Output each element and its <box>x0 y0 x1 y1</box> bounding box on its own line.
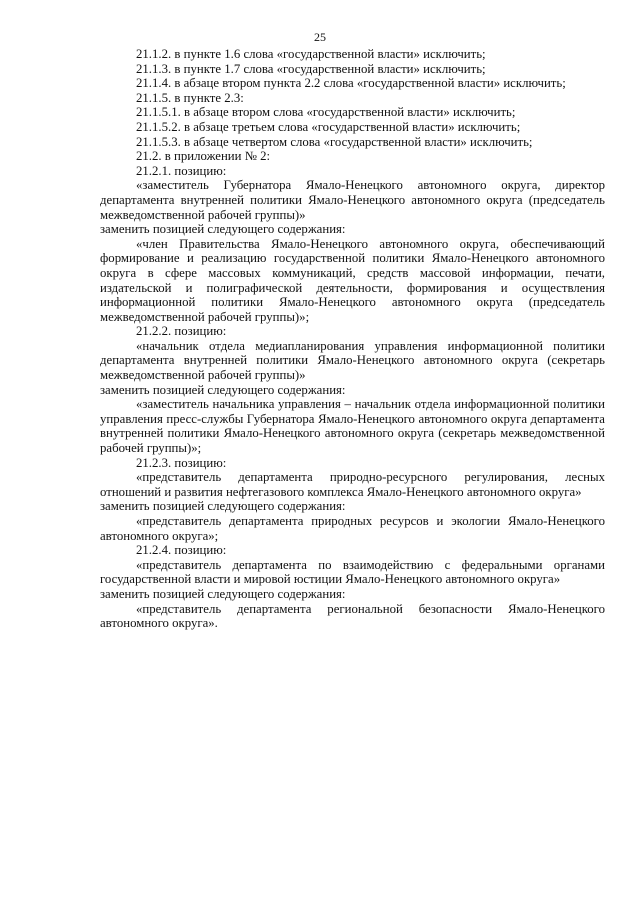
document-body <box>100 47 605 631</box>
quoted-position: «заместитель Губернатора Ямало-Ненецкого автономного округа, директор департамента внутренней политики Ямало-Ненецкого автономного округа (председатель межведомственной рабочей группы)» <box>100 178 605 222</box>
quoted-position: «представитель департамента региональной безопасности Ямало-Ненецкого автономного округа». <box>100 601 605 631</box>
paragraph: 21.2. в приложении № 2: <box>136 149 271 164</box>
paragraph: 21.2.2. позицию: <box>136 324 227 339</box>
paragraph: 21.1.5.1. в абзаце втором слова «государственной власти» исключить; <box>136 105 516 120</box>
paragraph: 21.2.1. позицию: <box>136 163 227 178</box>
paragraph: заменить позицией следующего содержания: <box>100 222 346 237</box>
quoted-position: «представитель департамента природно-ресурсного регулирования, лесных отношений и развития нефтегазового комплекса Ямало-Ненецкого автономного округа» <box>100 470 605 499</box>
paragraph: 21.1.5.2. в абзаце третьем слова «государственной власти» исключить; <box>136 119 521 134</box>
paragraph: 21.1.3. в пункте 1.7 слова «государственной власти» исключить; <box>136 61 486 76</box>
paragraph: 21.1.2. в пункте 1.6 слова «государственной власти» исключить; <box>136 47 486 61</box>
paragraph: заменить позицией следующего содержания: <box>100 499 346 514</box>
quoted-position: «член Правительства Ямало-Ненецкого автономного округа, обеспечивающий формирование и реализацию государственной политики Ямало-Ненецкого автономного округа в сфере массовых коммуникаций, средств массовой информации, печати, издательской и полиграфической деятельности, формирования и осуществления информационной политики Ямало-Ненецкого автономного округа (председатель межведомственной рабочей группы)»; <box>100 236 605 324</box>
paragraph: заменить позицией следующего содержания: <box>100 586 346 601</box>
paragraph: 21.1.4. в абзаце втором пункта 2.2 слова «государственной власти» исключить; <box>136 76 566 91</box>
quoted-position: «заместитель начальника управления – начальник отдела информационной политики управления пресс-службы Губернатора Ямало-Ненецкого автономного округа департамента внутренней политики Ямало-Ненецкого автономного округа (секретарь межведомственной рабочей группы)»; <box>100 397 605 456</box>
quoted-position: «представитель департамента по взаимодействию с федеральными органами государственной власти и мировой юстиции Ямало-Ненецкого автономного округа» <box>100 557 605 587</box>
quoted-position: «начальник отдела медиапланирования управления информационной политики департамента внутренней политики Ямало-Ненецкого автономного округа (секретарь межведомственной рабочей группы)» <box>100 338 605 383</box>
paragraph: 21.1.5.3. в абзаце четвертом слова «государственной власти» исключить; <box>136 134 533 149</box>
paragraph: заменить позицией следующего содержания: <box>100 382 346 397</box>
paragraph: 21.2.4. позицию: <box>136 543 227 558</box>
page-number: 25 <box>314 30 326 44</box>
quoted-position: «представитель департамента природных ресурсов и экологии Ямало-Ненецкого автономного округа»; <box>100 514 605 543</box>
paragraph: 21.2.3. позицию: <box>136 455 227 470</box>
paragraph: 21.1.5. в пункте 2.3: <box>136 90 244 105</box>
